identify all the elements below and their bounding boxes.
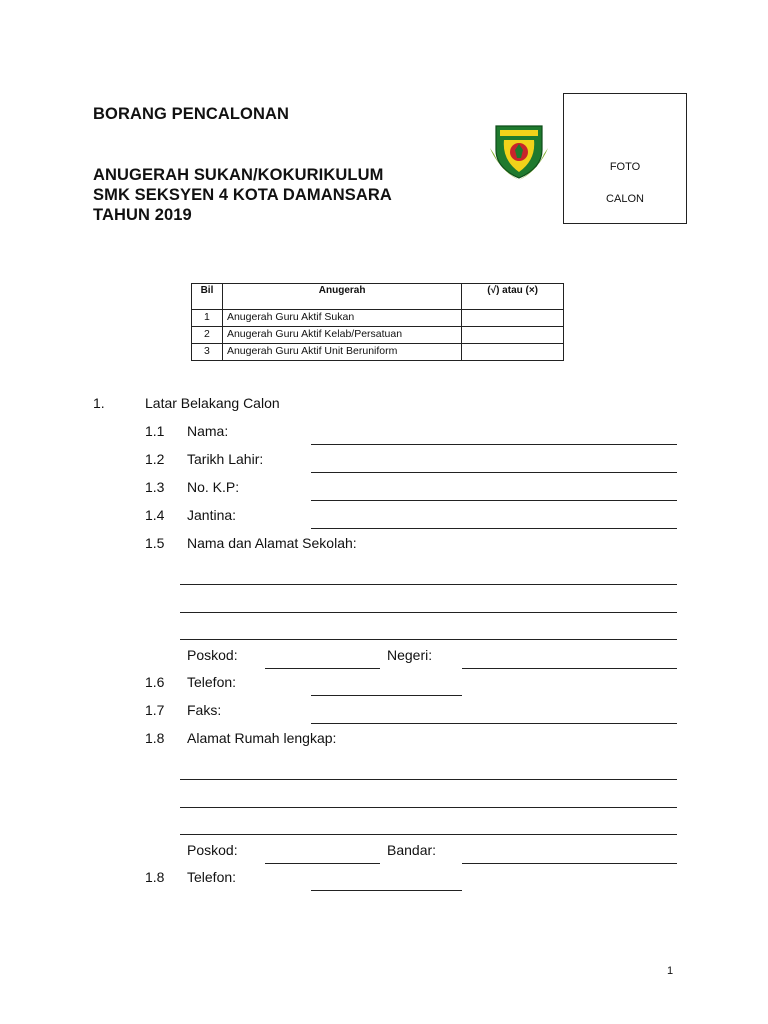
section-title: Latar Belakang Calon bbox=[145, 395, 280, 411]
school-name: SMK SEKSYEN 4 KOTA DAMANSARA bbox=[93, 186, 392, 204]
home-address-line-2[interactable] bbox=[180, 807, 677, 808]
section-number: 1. bbox=[93, 395, 105, 411]
header-tick: (√) atau (×) bbox=[462, 284, 564, 310]
birthdate-field[interactable] bbox=[311, 472, 677, 473]
item-number: 1.6 bbox=[145, 674, 165, 690]
header-bil: Bil bbox=[192, 284, 223, 310]
table-row bbox=[192, 344, 564, 361]
item-number: 1.7 bbox=[145, 702, 165, 718]
awards-table bbox=[191, 283, 564, 361]
form-title: BORANG PENCALONAN bbox=[93, 105, 290, 123]
item-number: 1.3 bbox=[145, 479, 165, 495]
home-phone-field[interactable] bbox=[311, 890, 462, 891]
school-state-field[interactable] bbox=[462, 668, 677, 669]
item-number: 1.5 bbox=[145, 535, 165, 551]
home-city-label: Bandar: bbox=[387, 842, 437, 858]
item-number: 1.4 bbox=[145, 507, 165, 523]
school-address-label: Nama dan Alamat Sekolah: bbox=[187, 535, 357, 551]
row-tick-cell[interactable] bbox=[462, 344, 564, 361]
item-number: 1.8 bbox=[145, 869, 165, 885]
table-header-row bbox=[192, 284, 564, 310]
school-address-line-2[interactable] bbox=[180, 612, 677, 613]
home-poskod-label: Poskod: bbox=[187, 842, 238, 858]
home-address-line-1[interactable] bbox=[180, 779, 677, 780]
row-bil: 2 bbox=[192, 327, 223, 344]
photo-label: FOTO bbox=[609, 161, 641, 173]
fax-field[interactable] bbox=[311, 723, 677, 724]
school-poskod-field[interactable] bbox=[265, 668, 380, 669]
birthdate-label: Tarikh Lahir: bbox=[187, 451, 264, 467]
home-city-field[interactable] bbox=[462, 863, 677, 864]
photo-placeholder[interactable] bbox=[563, 93, 687, 224]
home-address-line-3[interactable] bbox=[180, 834, 677, 835]
year-title: TAHUN 2019 bbox=[93, 206, 192, 224]
home-address-label: Alamat Rumah lengkap: bbox=[187, 730, 337, 746]
row-award: Anugerah Guru Aktif Sukan bbox=[222, 310, 461, 327]
school-address-line-1[interactable] bbox=[180, 584, 677, 585]
row-bil: 3 bbox=[192, 344, 223, 361]
table-row bbox=[192, 310, 564, 327]
award-title: ANUGERAH SUKAN/KOKURIKULUM bbox=[93, 166, 384, 184]
home-phone-label: Telefon: bbox=[187, 869, 237, 885]
row-tick-cell[interactable] bbox=[462, 310, 564, 327]
gender-field[interactable] bbox=[311, 528, 677, 529]
ic-number-label: No. K.P: bbox=[187, 479, 240, 495]
gender-label: Jantina: bbox=[187, 507, 237, 523]
row-tick-cell[interactable] bbox=[462, 327, 564, 344]
item-number: 1.2 bbox=[145, 451, 165, 467]
name-label: Nama: bbox=[187, 423, 229, 439]
name-field[interactable] bbox=[311, 444, 677, 445]
row-bil: 1 bbox=[192, 310, 223, 327]
item-number: 1.1 bbox=[145, 423, 165, 439]
table-row bbox=[192, 327, 564, 344]
phone-label: Telefon: bbox=[187, 674, 237, 690]
school-state-label: Negeri: bbox=[387, 647, 433, 663]
ic-number-field[interactable] bbox=[311, 500, 677, 501]
candidate-label: CALON bbox=[606, 193, 644, 205]
item-number: 1.8 bbox=[145, 730, 165, 746]
header-award: Anugerah bbox=[222, 284, 461, 310]
row-award: Anugerah Guru Aktif Kelab/Persatuan bbox=[222, 327, 461, 344]
school-crest-icon bbox=[488, 120, 550, 182]
school-address-line-3[interactable] bbox=[180, 639, 677, 640]
row-award: Anugerah Guru Aktif Unit Beruniform bbox=[222, 344, 461, 361]
page-number: 1 bbox=[667, 965, 674, 977]
phone-field[interactable] bbox=[311, 695, 462, 696]
home-poskod-field[interactable] bbox=[265, 863, 380, 864]
school-poskod-label: Poskod: bbox=[187, 647, 238, 663]
fax-label: Faks: bbox=[187, 702, 222, 718]
